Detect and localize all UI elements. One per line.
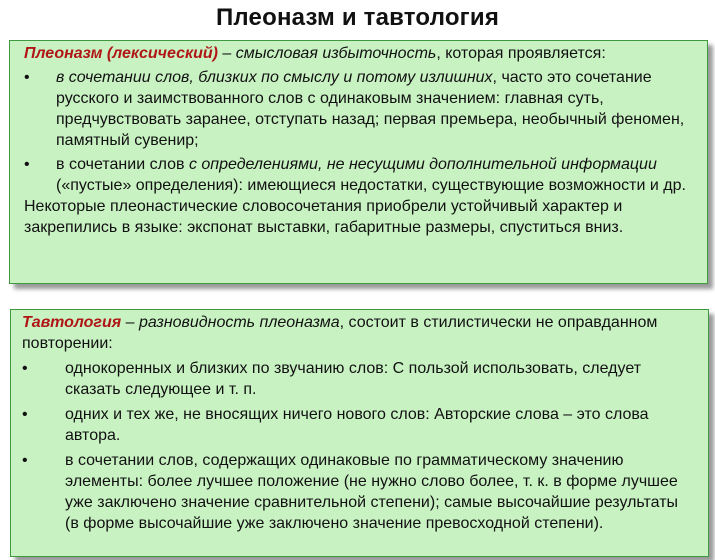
- plain-text: в сочетании слов: [56, 156, 189, 173]
- list-item: [24, 154, 693, 196]
- bullet-icon: •: [22, 360, 28, 377]
- list-item: [22, 404, 694, 446]
- pleonasm-definition: [24, 43, 693, 64]
- list-item-text: [56, 67, 693, 151]
- tautology-definition: [22, 312, 694, 354]
- pleonasm-def: смысловая избыточность: [235, 45, 437, 62]
- pleonasm-def-rest: , которая проявляется:: [436, 45, 606, 62]
- plain-text: , часто это сочетание русского и заимствованного слов с одинаковым значением: главная суть, предчувствовать заранее, отступать назад; первая премьера, необычный феномен, памятный сувенир;: [56, 69, 685, 149]
- list-item: [24, 67, 693, 151]
- tautology-def: разновидность плеоназма: [138, 314, 340, 331]
- dash-text: –: [121, 314, 139, 331]
- bullet-icon: •: [24, 69, 30, 86]
- list-item-text: в сочетании слов, содержащих одинаковые по грамматическому значению элементы: более лучшее положение (не нужно слово более, т. к. в форме лучшее уже заключено значение сравнительной степени); самые высочайшие результаты (в форме высочайшие уже заключено значение превосходной степени).: [65, 452, 679, 532]
- bullet-icon: •: [22, 406, 28, 423]
- tautology-term: Тавтология: [22, 314, 122, 331]
- emphasis-text: с определениями, не несущими дополнительной информации: [188, 156, 657, 173]
- pleonasm-box: [9, 40, 708, 284]
- list-item-text: однокоренных и близких по звучанию слов: С пользой использовать, следует сказать следующее и т. п.: [65, 360, 642, 398]
- bullet-icon: •: [22, 452, 28, 469]
- plain-text: («пустые» определения): имеющиеся недостатки, существующие возможности и др.: [56, 177, 686, 194]
- tautology-box: [10, 309, 709, 557]
- list-item-text: одних и тех же, не вносящих ничего нового слов: Авторские слова – это слова автора.: [65, 406, 649, 444]
- emphasis-text: в сочетании слов, близких по смыслу и потому излишних: [56, 69, 493, 86]
- bullet-icon: •: [24, 156, 30, 173]
- pleonasm-note: Некоторые плеонастические словосочетания приобрели устойчивый характер и закрепились в языке: экспонат выставки, габаритные размеры, спуститься вниз.: [24, 198, 624, 236]
- pleonasm-term: Плеоназм (лексический): [24, 45, 218, 62]
- list-item: [22, 358, 694, 400]
- tautology-def-rest: , состоит в стилистически не оправданном повторении:: [22, 314, 658, 352]
- slide-title: Плеоназм и тавтология: [215, 4, 500, 31]
- list-item-text: [56, 154, 693, 196]
- dash-text: –: [217, 45, 236, 62]
- list-item: [22, 450, 694, 534]
